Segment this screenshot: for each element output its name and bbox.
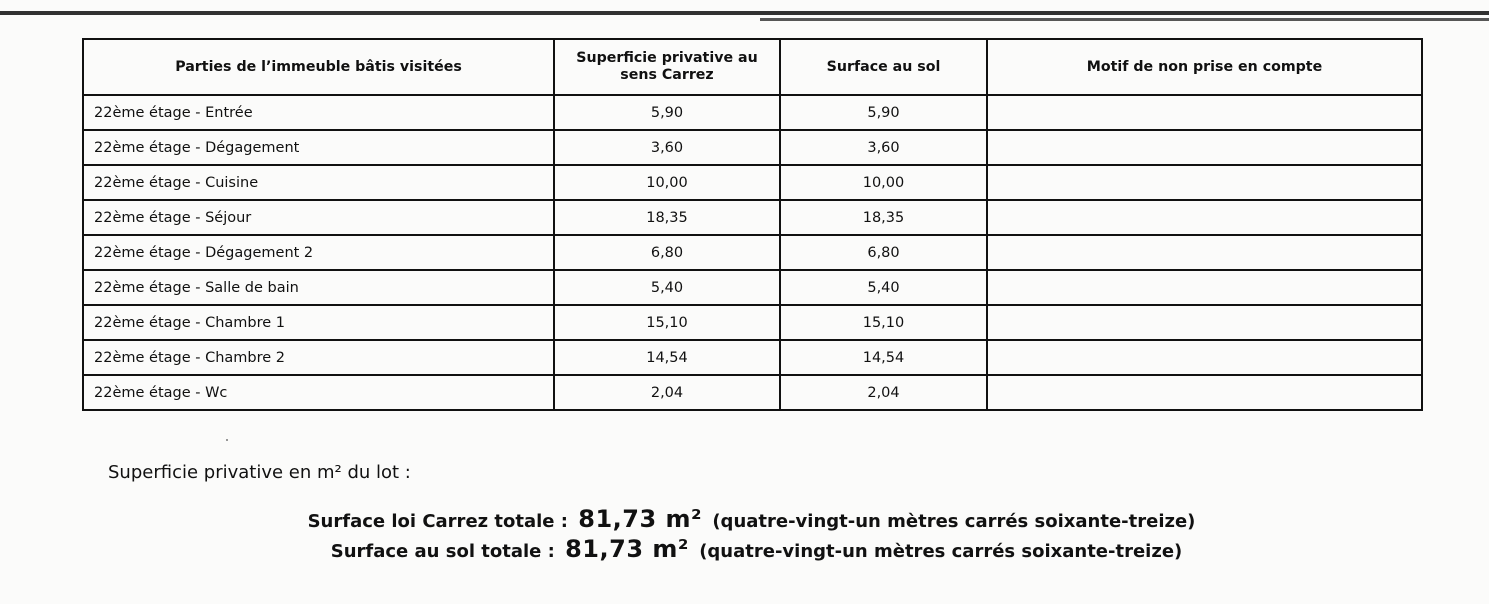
scan-edge-secondary	[760, 18, 1489, 21]
total-sol-line	[0, 535, 1489, 563]
cell-motif	[987, 95, 1422, 130]
cell-part: 22ème étage - Séjour	[83, 200, 554, 235]
cell-carrez: 6,80	[554, 235, 780, 270]
table-row	[83, 235, 1422, 270]
total-carrez-line	[0, 505, 1489, 533]
header-parties: Parties de l’immeuble bâtis visitées	[83, 39, 554, 95]
cell-carrez: 15,10	[554, 305, 780, 340]
cell-carrez: 14,54	[554, 340, 780, 375]
surface-table	[82, 38, 1423, 411]
cell-sol: 10,00	[780, 165, 987, 200]
cell-motif	[987, 375, 1422, 410]
cell-carrez: 5,40	[554, 270, 780, 305]
cell-sol: 5,90	[780, 95, 987, 130]
cell-part: 22ème étage - Salle de bain	[83, 270, 554, 305]
cell-part: 22ème étage - Wc	[83, 375, 554, 410]
cell-part: 22ème étage - Chambre 2	[83, 340, 554, 375]
table-row	[83, 270, 1422, 305]
cell-carrez: 5,90	[554, 95, 780, 130]
total-sol-words: (quatre-vingt-un mètres carrés soixante-treize)	[699, 541, 1183, 562]
table-row	[83, 375, 1422, 410]
header-motif: Motif de non prise en compte	[987, 39, 1422, 95]
cell-sol: 3,60	[780, 130, 987, 165]
cell-sol: 2,04	[780, 375, 987, 410]
cell-part: 22ème étage - Chambre 1	[83, 305, 554, 340]
table-row	[83, 200, 1422, 235]
cell-part: 22ème étage - Cuisine	[83, 165, 554, 200]
scan-edge-top	[0, 11, 1489, 15]
header-superficie-carrez: Superficie privative au sens Carrez	[554, 39, 780, 95]
cell-sol: 6,80	[780, 235, 987, 270]
total-carrez-label: Surface loi Carrez totale :	[307, 511, 568, 532]
cell-carrez: 2,04	[554, 375, 780, 410]
cell-part: 22ème étage - Entrée	[83, 95, 554, 130]
total-sol-label: Surface au sol totale :	[330, 541, 555, 562]
cell-sol: 14,54	[780, 340, 987, 375]
cell-motif	[987, 200, 1422, 235]
header-surface-sol: Surface au sol	[780, 39, 987, 95]
summary-intro: Superficie privative en m² du lot :	[108, 462, 411, 483]
total-sol-value: 81,73 m²	[565, 535, 689, 563]
cell-motif	[987, 305, 1422, 340]
table-row	[83, 340, 1422, 375]
table-row	[83, 305, 1422, 340]
table-row	[83, 95, 1422, 130]
scan-speck	[226, 439, 228, 441]
cell-motif	[987, 235, 1422, 270]
cell-motif	[987, 340, 1422, 375]
cell-sol: 5,40	[780, 270, 987, 305]
cell-part: 22ème étage - Dégagement	[83, 130, 554, 165]
cell-carrez: 3,60	[554, 130, 780, 165]
cell-part: 22ème étage - Dégagement 2	[83, 235, 554, 270]
table-header-row	[83, 39, 1422, 95]
cell-sol: 18,35	[780, 200, 987, 235]
cell-motif	[987, 165, 1422, 200]
cell-carrez: 18,35	[554, 200, 780, 235]
total-carrez-value: 81,73 m²	[578, 505, 703, 533]
cell-carrez: 10,00	[554, 165, 780, 200]
cell-motif	[987, 270, 1422, 305]
total-carrez-words: (quatre-vingt-un mètres carrés soixante-treize)	[712, 511, 1196, 532]
cell-motif	[987, 130, 1422, 165]
table-row	[83, 165, 1422, 200]
cell-sol: 15,10	[780, 305, 987, 340]
table-row	[83, 130, 1422, 165]
